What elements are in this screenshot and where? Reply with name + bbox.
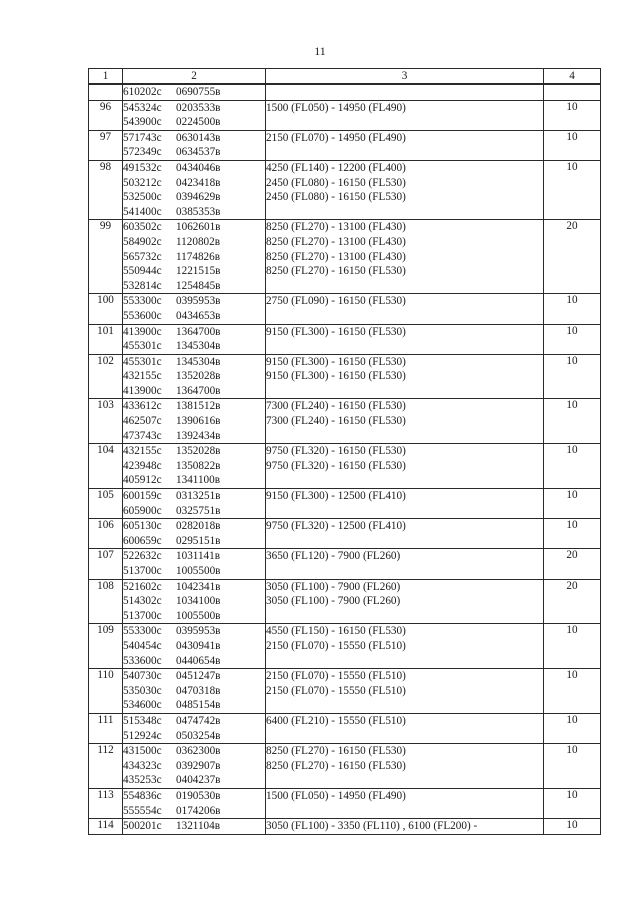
longitude: 1221515в	[176, 265, 221, 278]
flight-levels-cell	[266, 669, 544, 714]
flight-level-range: 1500 (FL050) - 14950 (FL490)	[266, 101, 406, 114]
longitude: 0313251в	[176, 490, 221, 503]
coordinates-cell	[123, 399, 266, 444]
flight-level-range: 2150 (FL070) - 14950 (FL490)	[266, 131, 406, 144]
coordinates-cell	[123, 519, 266, 549]
coordinate-pair	[123, 789, 265, 804]
flight-levels-cell	[266, 819, 544, 835]
flight-level-range: 4250 (FL140) - 12200 (FL400)	[266, 161, 406, 174]
row-value: 10	[544, 669, 601, 714]
row-number: 96	[89, 100, 123, 130]
latitude: 535030с	[123, 684, 162, 697]
coordinate-pair	[123, 624, 265, 639]
coordinates-cell	[123, 819, 266, 835]
latitude: 555554с	[123, 804, 162, 817]
flight-level-range: 9150 (FL300) - 16150 (FL530)	[266, 325, 406, 338]
flight-level-range: 9150 (FL300) - 12500 (FL410)	[266, 490, 406, 503]
flight-level-range: 9150 (FL300) - 16150 (FL530)	[266, 355, 406, 368]
row-number: 103	[89, 399, 123, 444]
coordinate-pair	[123, 264, 265, 279]
latitude: 553600с	[123, 309, 162, 322]
coordinate-pair	[123, 131, 265, 146]
row-value: 10	[544, 519, 601, 549]
row-value: 20	[544, 579, 601, 624]
flight-level-range: 2750 (FL090) - 16150 (FL530)	[266, 295, 406, 308]
flight-levels-cell	[266, 744, 544, 789]
flight-level-range: 9750 (FL320) - 12500 (FL410)	[266, 520, 406, 533]
coordinate-pair	[123, 549, 265, 564]
latitude: 532814с	[123, 279, 162, 292]
longitude: 0362300в	[176, 745, 221, 758]
coordinate-pair	[123, 115, 265, 130]
row-number: 97	[89, 130, 123, 160]
coordinate-pair	[123, 459, 265, 474]
table-row	[89, 294, 601, 324]
longitude: 1005500в	[176, 609, 221, 622]
longitude: 0394629в	[176, 191, 221, 204]
coordinates-cell	[123, 324, 266, 354]
flight-levels-cell	[266, 444, 544, 489]
flight-level-range: 1500 (FL050) - 14950 (FL490)	[266, 789, 406, 802]
row-value: 10	[544, 624, 601, 669]
row-value: 10	[544, 788, 601, 818]
coordinates-cell	[123, 713, 266, 743]
latitude: 550944с	[123, 265, 162, 278]
longitude: 1034100в	[176, 595, 221, 608]
coordinates-cell	[123, 84, 266, 100]
coordinate-pair	[123, 190, 265, 205]
column-header-3: 3	[266, 69, 544, 85]
latitude: 553300с	[123, 295, 162, 308]
longitude: 0190530в	[176, 789, 221, 802]
longitude: 0430941в	[176, 639, 221, 652]
latitude: 405912с	[123, 474, 162, 487]
latitude: 432155с	[123, 370, 162, 383]
flight-levels-cell	[266, 624, 544, 669]
coordinate-pair	[123, 85, 265, 100]
row-value: 10	[544, 744, 601, 789]
flight-level-range: 4550 (FL150) - 16150 (FL530)	[266, 625, 406, 638]
flight-level-range: 3050 (FL100) - 7900 (FL260)	[266, 595, 401, 608]
coordinate-pair	[123, 609, 265, 624]
longitude: 1042341в	[176, 580, 221, 593]
flight-level-range: 2450 (FL080) - 16150 (FL530)	[266, 191, 406, 204]
page-number: 11	[314, 44, 326, 58]
flight-level-range: 9150 (FL300) - 16150 (FL530)	[266, 370, 406, 383]
longitude: 0690755в	[176, 86, 221, 98]
longitude: 1381512в	[176, 400, 221, 413]
latitude: 423948с	[123, 459, 162, 472]
row-value: 10	[544, 444, 601, 489]
flight-levels-cell	[266, 788, 544, 818]
longitude: 1390616в	[176, 415, 221, 428]
row-value: 10	[544, 399, 601, 444]
latitude: 435253с	[123, 774, 162, 787]
flight-levels-cell	[266, 100, 544, 130]
latitude: 521602с	[123, 580, 162, 593]
table-header-row	[89, 69, 601, 85]
latitude: 571743с	[123, 131, 162, 144]
table-row	[89, 130, 601, 160]
longitude: 0630143в	[176, 131, 221, 144]
latitude: 500201с	[123, 820, 162, 833]
coordinate-pair	[123, 594, 265, 609]
latitude: 605900с	[123, 504, 162, 517]
table-row	[89, 788, 601, 818]
latitude: 534600с	[123, 699, 162, 712]
coordinates-cell	[123, 130, 266, 160]
longitude: 1031141в	[176, 550, 221, 563]
flight-levels-cell	[266, 579, 544, 624]
row-number: 102	[89, 354, 123, 399]
latitude: 532500с	[123, 191, 162, 204]
coordinates-cell	[123, 220, 266, 294]
latitude: 522632с	[123, 550, 162, 563]
flight-levels-cell	[266, 713, 544, 743]
coordinates-cell	[123, 100, 266, 130]
row-number: 108	[89, 579, 123, 624]
longitude: 0395953в	[176, 625, 221, 638]
longitude: 0203533в	[176, 101, 221, 114]
flight-level-range: 7300 (FL240) - 16150 (FL530)	[266, 400, 406, 413]
row-number: 101	[89, 324, 123, 354]
row-number: 110	[89, 669, 123, 714]
longitude: 0474742в	[176, 714, 221, 727]
latitude: 513700с	[123, 565, 162, 577]
column-header-4: 4	[544, 69, 601, 85]
flight-level-range: 6400 (FL210) - 15550 (FL510)	[266, 714, 406, 727]
longitude: 1005500в	[176, 565, 221, 577]
row-number: 104	[89, 444, 123, 489]
row-number: 112	[89, 744, 123, 789]
coordinate-pair	[123, 534, 265, 549]
flight-level-range: 9750 (FL320) - 16150 (FL530)	[266, 459, 406, 472]
coordinates-cell	[123, 444, 266, 489]
coordinate-pair	[123, 684, 265, 699]
latitude: 455301с	[123, 355, 162, 368]
coordinate-pair	[123, 819, 265, 834]
row-value: 10	[544, 324, 601, 354]
latitude: 491532с	[123, 161, 162, 174]
flight-levels-cell	[266, 489, 544, 519]
coordinate-pair	[123, 339, 265, 354]
latitude: 541400с	[123, 205, 162, 218]
table-row	[89, 220, 601, 294]
flight-levels-cell	[266, 399, 544, 444]
row-value	[544, 84, 601, 100]
row-value: 10	[544, 713, 601, 743]
flight-levels-cell	[266, 294, 544, 324]
column-header-1: 1	[89, 69, 123, 85]
flight-level-range: 3050 (FL100) - 7900 (FL260)	[266, 580, 401, 593]
row-value: 20	[544, 549, 601, 579]
coordinate-pair	[123, 384, 265, 399]
latitude: 545324с	[123, 101, 162, 114]
coordinate-pair	[123, 639, 265, 654]
longitude: 1352028в	[176, 370, 221, 383]
flight-level-range: 2150 (FL070) - 15550 (FL510)	[266, 639, 406, 652]
table-body	[89, 84, 601, 834]
flight-level-range: 2150 (FL070) - 15550 (FL510)	[266, 684, 406, 697]
coordinate-pair	[123, 101, 265, 116]
coordinate-pair	[123, 773, 265, 788]
airspace-table	[88, 68, 601, 835]
coordinate-pair	[123, 399, 265, 414]
coordinate-pair	[123, 369, 265, 384]
latitude: 533600с	[123, 654, 162, 667]
coordinate-pair	[123, 489, 265, 504]
longitude: 0385353в	[176, 205, 221, 218]
table-row	[89, 324, 601, 354]
flight-levels-cell	[266, 130, 544, 160]
table-row	[89, 399, 601, 444]
longitude: 0282018в	[176, 520, 221, 533]
latitude: 540454с	[123, 639, 162, 652]
coordinate-pair	[123, 355, 265, 370]
row-value: 10	[544, 819, 601, 835]
flight-level-range: 3650 (FL120) - 7900 (FL260)	[266, 550, 401, 563]
coordinates-cell	[123, 294, 266, 324]
row-value: 10	[544, 130, 601, 160]
flight-levels-cell	[266, 160, 544, 219]
latitude: 554836с	[123, 789, 162, 802]
latitude: 413900с	[123, 325, 162, 338]
coordinates-cell	[123, 624, 266, 669]
coordinate-pair	[123, 714, 265, 729]
latitude: 503212с	[123, 176, 162, 189]
row-number	[89, 84, 123, 100]
longitude: 0503254в	[176, 729, 221, 742]
row-number: 99	[89, 220, 123, 294]
coordinates-cell	[123, 788, 266, 818]
row-value: 10	[544, 294, 601, 324]
longitude: 1350822в	[176, 459, 221, 472]
longitude: 1345304в	[176, 340, 221, 353]
longitude: 0434653в	[176, 309, 221, 322]
coordinates-cell	[123, 354, 266, 399]
latitude: 515348с	[123, 714, 162, 727]
row-number: 109	[89, 624, 123, 669]
row-value: 10	[544, 100, 601, 130]
flight-levels-cell	[266, 549, 544, 579]
coordinates-cell	[123, 669, 266, 714]
latitude: 610202с	[123, 86, 162, 98]
coordinate-pair	[123, 564, 265, 579]
coordinate-pair	[123, 669, 265, 684]
latitude: 455301с	[123, 340, 162, 353]
coordinate-pair	[123, 698, 265, 713]
longitude: 0224500в	[176, 116, 221, 129]
table-row	[89, 549, 601, 579]
flight-levels-cell	[266, 354, 544, 399]
table-row	[89, 100, 601, 130]
latitude: 473743с	[123, 429, 162, 442]
longitude: 0174206в	[176, 804, 221, 817]
longitude: 1345304в	[176, 355, 221, 368]
table-row	[89, 744, 601, 789]
row-value: 20	[544, 220, 601, 294]
coordinate-pair	[123, 325, 265, 340]
table-row	[89, 669, 601, 714]
table-row	[89, 444, 601, 489]
table-row	[89, 624, 601, 669]
longitude: 1352028в	[176, 445, 221, 458]
row-value: 10	[544, 354, 601, 399]
coordinate-pair	[123, 176, 265, 191]
latitude: 434323с	[123, 759, 162, 772]
flight-levels-cell	[266, 84, 544, 100]
latitude: 433612с	[123, 400, 162, 413]
flight-level-range: 3050 (FL100) - 3350 (FL110) , 6100 (FL200) -	[266, 820, 478, 833]
latitude: 432155с	[123, 445, 162, 458]
flight-level-range: 7300 (FL240) - 16150 (FL530)	[266, 415, 406, 428]
longitude: 0451247в	[176, 670, 221, 683]
row-number: 107	[89, 549, 123, 579]
coordinate-pair	[123, 804, 265, 819]
longitude: 1254845в	[176, 279, 221, 292]
longitude: 0440654в	[176, 654, 221, 667]
longitude: 0392907в	[176, 759, 221, 772]
longitude: 0634537в	[176, 146, 221, 159]
row-number: 100	[89, 294, 123, 324]
coordinate-pair	[123, 250, 265, 265]
longitude: 0325751в	[176, 504, 221, 517]
row-number: 114	[89, 819, 123, 835]
latitude: 584902с	[123, 235, 162, 248]
coordinate-pair	[123, 220, 265, 235]
flight-level-range: 9750 (FL320) - 16150 (FL530)	[266, 445, 406, 458]
latitude: 513700с	[123, 609, 162, 622]
longitude: 1364700в	[176, 384, 221, 397]
coordinate-pair	[123, 473, 265, 488]
coordinate-pair	[123, 429, 265, 444]
latitude: 553300с	[123, 625, 162, 638]
flight-level-range: 8250 (FL270) - 13100 (FL430)	[266, 235, 406, 248]
row-number: 113	[89, 788, 123, 818]
row-number: 105	[89, 489, 123, 519]
longitude: 0485154в	[176, 699, 221, 712]
row-value: 10	[544, 489, 601, 519]
coordinate-pair	[123, 145, 265, 160]
row-number: 106	[89, 519, 123, 549]
flight-level-range: 8250 (FL270) - 16150 (FL530)	[266, 759, 406, 772]
latitude: 462507с	[123, 415, 162, 428]
coordinates-cell	[123, 489, 266, 519]
latitude: 514302с	[123, 595, 162, 608]
latitude: 603502с	[123, 221, 162, 234]
table-row	[89, 160, 601, 219]
latitude: 540730с	[123, 670, 162, 683]
longitude: 0434046в	[176, 161, 221, 174]
coordinate-pair	[123, 279, 265, 294]
flight-level-range: 2150 (FL070) - 15550 (FL510)	[266, 670, 406, 683]
table-row	[89, 354, 601, 399]
flight-level-range: 8250 (FL270) - 13100 (FL430)	[266, 221, 406, 234]
longitude: 1062601в	[176, 221, 221, 234]
latitude: 600659с	[123, 534, 162, 547]
coordinates-cell	[123, 549, 266, 579]
longitude: 0470318в	[176, 684, 221, 697]
longitude: 1174826в	[176, 250, 221, 263]
latitude: 413900с	[123, 384, 162, 397]
table-row	[89, 489, 601, 519]
coordinate-pair	[123, 235, 265, 250]
coordinate-pair	[123, 580, 265, 595]
flight-level-range: 8250 (FL270) - 16150 (FL530)	[266, 265, 406, 278]
longitude: 0295151в	[176, 534, 221, 547]
coordinates-cell	[123, 744, 266, 789]
longitude: 1341100в	[176, 474, 221, 487]
coordinate-pair	[123, 654, 265, 669]
coordinate-pair	[123, 444, 265, 459]
flight-level-range: 8250 (FL270) - 13100 (FL430)	[266, 250, 406, 263]
column-header-2: 2	[123, 69, 266, 85]
latitude: 543900с	[123, 116, 162, 129]
flight-levels-cell	[266, 519, 544, 549]
table-row	[89, 579, 601, 624]
coordinate-pair	[123, 744, 265, 759]
flight-levels-cell	[266, 220, 544, 294]
row-number: 111	[89, 713, 123, 743]
coordinate-pair	[123, 504, 265, 519]
table-row	[89, 819, 601, 835]
coordinate-pair	[123, 309, 265, 324]
coordinates-cell	[123, 160, 266, 219]
longitude: 1392434в	[176, 429, 221, 442]
flight-level-range: 8250 (FL270) - 16150 (FL530)	[266, 745, 406, 758]
row-number: 98	[89, 160, 123, 219]
longitude: 1364700в	[176, 325, 221, 338]
longitude: 0423418в	[176, 176, 221, 189]
flight-levels-cell	[266, 324, 544, 354]
row-value: 10	[544, 160, 601, 219]
flight-level-range: 2450 (FL080) - 16150 (FL530)	[266, 176, 406, 189]
latitude: 565732с	[123, 250, 162, 263]
coordinate-pair	[123, 729, 265, 744]
coordinate-pair	[123, 414, 265, 429]
latitude: 431500с	[123, 745, 162, 758]
latitude: 605130с	[123, 520, 162, 533]
coordinate-pair	[123, 294, 265, 309]
latitude: 512924с	[123, 729, 162, 742]
coordinate-pair	[123, 161, 265, 176]
longitude: 0404237в	[176, 774, 221, 787]
coordinates-cell	[123, 579, 266, 624]
longitude: 1120802в	[176, 235, 221, 248]
latitude: 600159с	[123, 490, 162, 503]
latitude: 572349с	[123, 146, 162, 159]
longitude: 0395953в	[176, 295, 221, 308]
coordinate-pair	[123, 759, 265, 774]
table-row	[89, 519, 601, 549]
table-row	[89, 713, 601, 743]
coordinate-pair	[123, 519, 265, 534]
table-row	[89, 84, 601, 100]
coordinate-pair	[123, 205, 265, 220]
longitude: 1321104в	[176, 820, 221, 833]
